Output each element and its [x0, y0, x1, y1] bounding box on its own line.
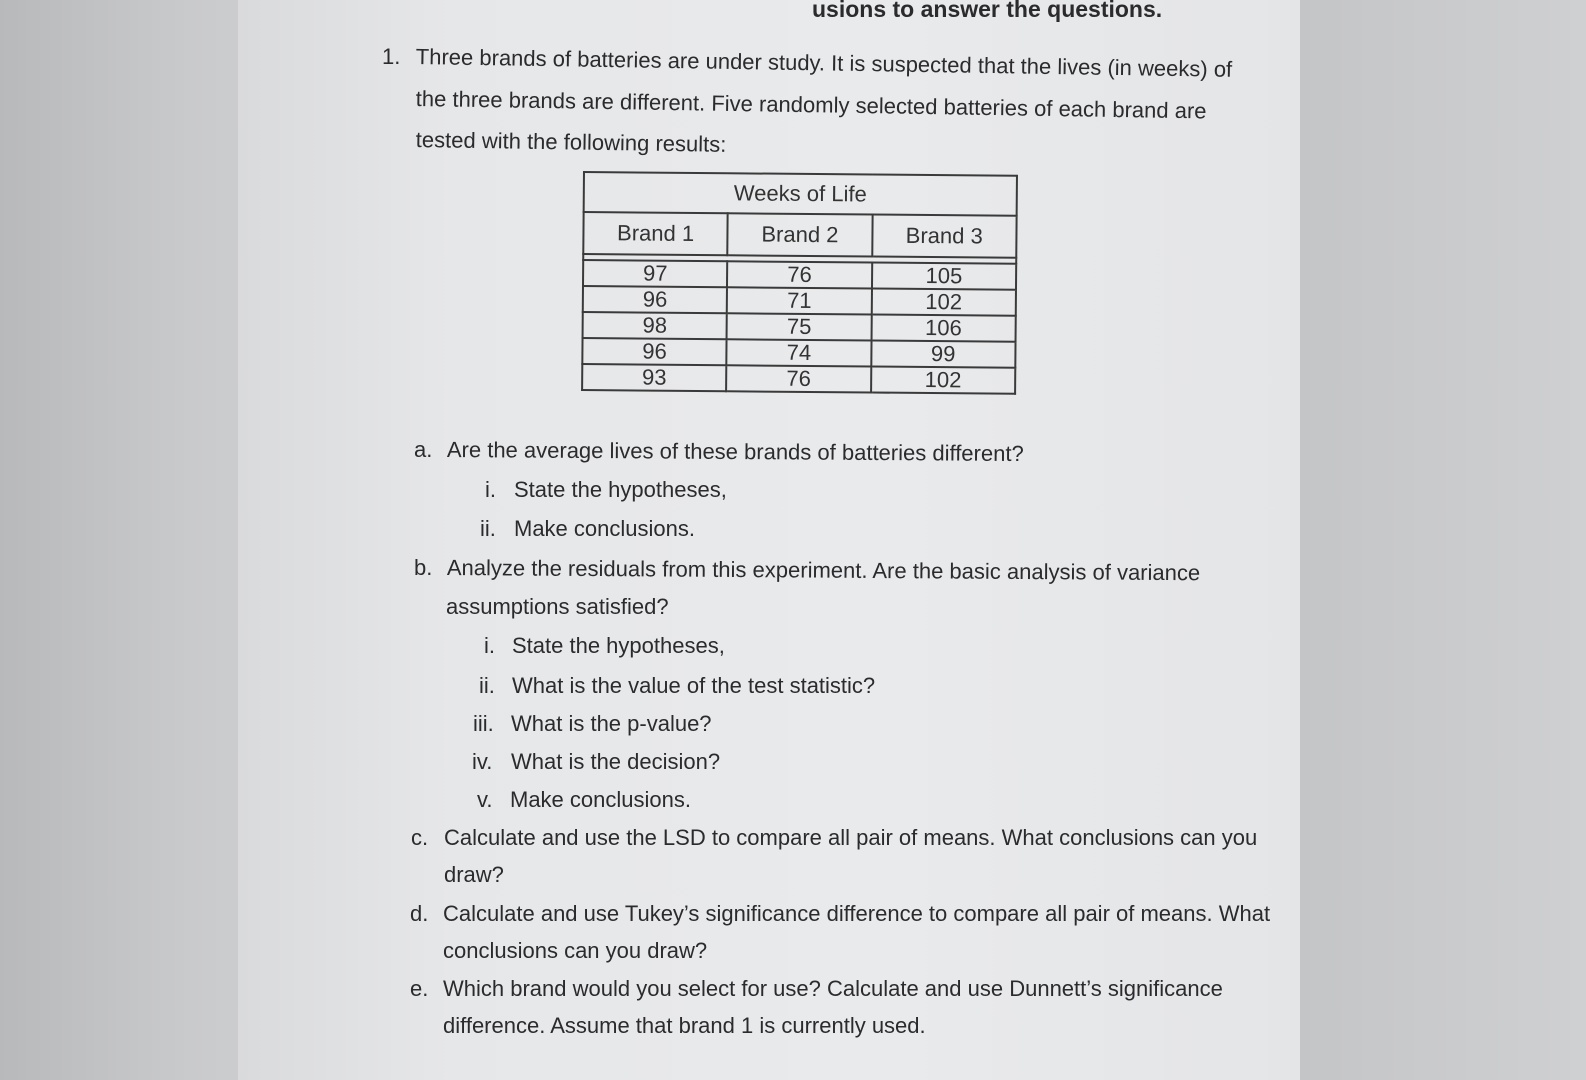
part-b-sub-1-text: State the hypotheses, — [512, 633, 725, 658]
table-cell: 105 — [872, 263, 1017, 290]
question-line-2: the three brands are different. Five randomly selected batteries of each brand are — [415, 86, 1207, 124]
part-a-sub-1-label: i. — [485, 477, 496, 502]
table-cell: 102 — [871, 367, 1016, 394]
part-b-sub-5-label: v. — [477, 787, 493, 812]
part-c-label: c. — [411, 825, 429, 850]
table-cell: 96 — [582, 338, 727, 365]
table-cell: 96 — [583, 286, 728, 313]
header-brand-1: Brand 1 — [583, 212, 728, 255]
table-cell: 76 — [726, 365, 871, 392]
part-a-sub-2-label: ii. — [480, 516, 496, 541]
table-cell: 75 — [727, 313, 872, 340]
weeks-of-life-table — [581, 171, 1018, 395]
part-b-sub-4-text: What is the decision? — [511, 749, 721, 774]
right-background — [1300, 0, 1586, 1080]
part-b-sub-2-text: What is the value of the test statistic? — [512, 673, 876, 698]
part-a-sub-2-text: Make conclusions. — [514, 516, 695, 541]
table-cell: 97 — [583, 260, 728, 287]
header-brand-3: Brand 3 — [872, 215, 1017, 258]
part-b-sub-4-label: iv. — [472, 749, 493, 774]
part-a-sub-1-text: State the hypotheses, — [514, 477, 727, 502]
part-e-line-2: difference. Assume that brand 1 is currently used. — [443, 1013, 926, 1038]
part-b-sub-1-label: i. — [484, 633, 495, 658]
table-cell: 102 — [871, 289, 1016, 316]
table-cell: 98 — [583, 312, 728, 339]
header-brand-2: Brand 2 — [728, 213, 873, 256]
part-d-line-2: conclusions can you draw? — [443, 938, 708, 963]
heading-fragment: usions to answer the questions. — [812, 0, 1163, 22]
part-b-sub-3-label: iii. — [473, 711, 494, 736]
table-row — [582, 338, 1015, 368]
part-b-sub-2-label: ii. — [479, 673, 495, 698]
part-b-label: b. — [414, 555, 433, 580]
table-title: Weeks of Life — [584, 172, 1017, 216]
part-c-line-1: Calculate and use the LSD to compare all pair of means. What conclusions can you — [444, 825, 1258, 850]
question-line-1: Three brands of batteries are under study. It is suspected that the lives (in weeks) of — [415, 44, 1233, 82]
table-cell: 71 — [727, 287, 872, 314]
table-row — [583, 260, 1016, 290]
part-d-label: d. — [410, 901, 429, 926]
table-cell: 93 — [582, 364, 727, 391]
table-cell: 106 — [871, 315, 1016, 342]
part-d-line-1: Calculate and use Tukey’s significance difference to compare all pair of means. What — [443, 901, 1271, 926]
part-a-label: a. — [414, 437, 433, 462]
table-row — [583, 286, 1016, 316]
part-a-text: Are the average lives of these brands of batteries different? — [446, 437, 1024, 467]
part-c-line-2: draw? — [444, 862, 504, 887]
part-e-line-1: Which brand would you select for use? Calculate and use Dunnett’s significance — [443, 976, 1223, 1001]
table-cell: 99 — [871, 341, 1016, 368]
table-cell: 74 — [727, 339, 872, 366]
part-b-sub-5-text: Make conclusions. — [510, 787, 691, 812]
part-e-label: e. — [410, 976, 429, 1001]
part-b-sub-3-text: What is the p-value? — [511, 711, 712, 736]
part-b-line-1: Analyze the residuals from this experiment. Are the basic analysis of variance — [446, 555, 1201, 586]
table-cell: 76 — [727, 261, 872, 288]
table-row — [583, 312, 1016, 342]
part-b-line-2: assumptions satisfied? — [446, 594, 669, 619]
table-row — [582, 364, 1015, 394]
question-number: 1. — [382, 44, 401, 69]
question-line-3: tested with the following results: — [415, 127, 727, 157]
